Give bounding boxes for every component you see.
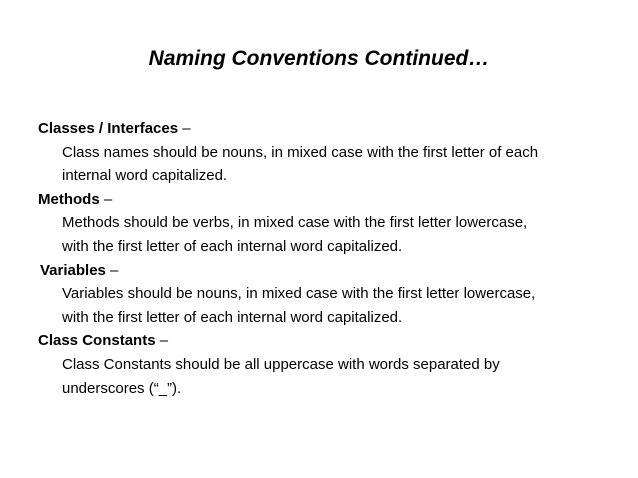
section-dash: –: [105, 261, 119, 279]
section-heading: [38, 329, 623, 353]
section-heading: [38, 259, 623, 283]
section-description: [38, 211, 623, 258]
section-variables: [38, 259, 623, 330]
description-line: Variables should be nouns, in mixed case with the first letter lowercase,: [62, 285, 536, 303]
section-term: Classes / Interfaces: [38, 120, 179, 137]
description-line: internal word capitalized.: [62, 167, 228, 185]
section-description: [38, 282, 623, 329]
section-term: Variables: [40, 261, 106, 279]
section-term: Class Constants: [38, 332, 156, 350]
section-class-constants: [38, 329, 623, 400]
description-line: underscores (“_”).: [62, 379, 182, 397]
description-line: with the first letter of each internal word capitalized.: [62, 237, 403, 255]
section-term: Methods: [38, 190, 100, 208]
section-methods: [38, 188, 623, 259]
section-dash: –: [99, 190, 113, 208]
section-heading: [38, 188, 623, 212]
section-dash: –: [155, 332, 169, 350]
description-line: Methods should be verbs, in mixed case with the first letter lowercase,: [62, 214, 528, 232]
section-dash: –: [178, 120, 191, 137]
section-description: [38, 353, 623, 400]
section-description: [38, 141, 623, 188]
section-heading: [38, 117, 623, 141]
section-classes-interfaces: [38, 117, 623, 188]
slide-body: [38, 117, 623, 400]
description-line: Class Constants should be all uppercase with words separated by: [62, 355, 500, 373]
description-line: Class names should be nouns, in mixed case with the first letter of each: [62, 143, 539, 161]
description-line: with the first letter of each internal word capitalized.: [62, 308, 403, 326]
slide-title: Naming Conventions Continued…: [148, 47, 490, 70]
